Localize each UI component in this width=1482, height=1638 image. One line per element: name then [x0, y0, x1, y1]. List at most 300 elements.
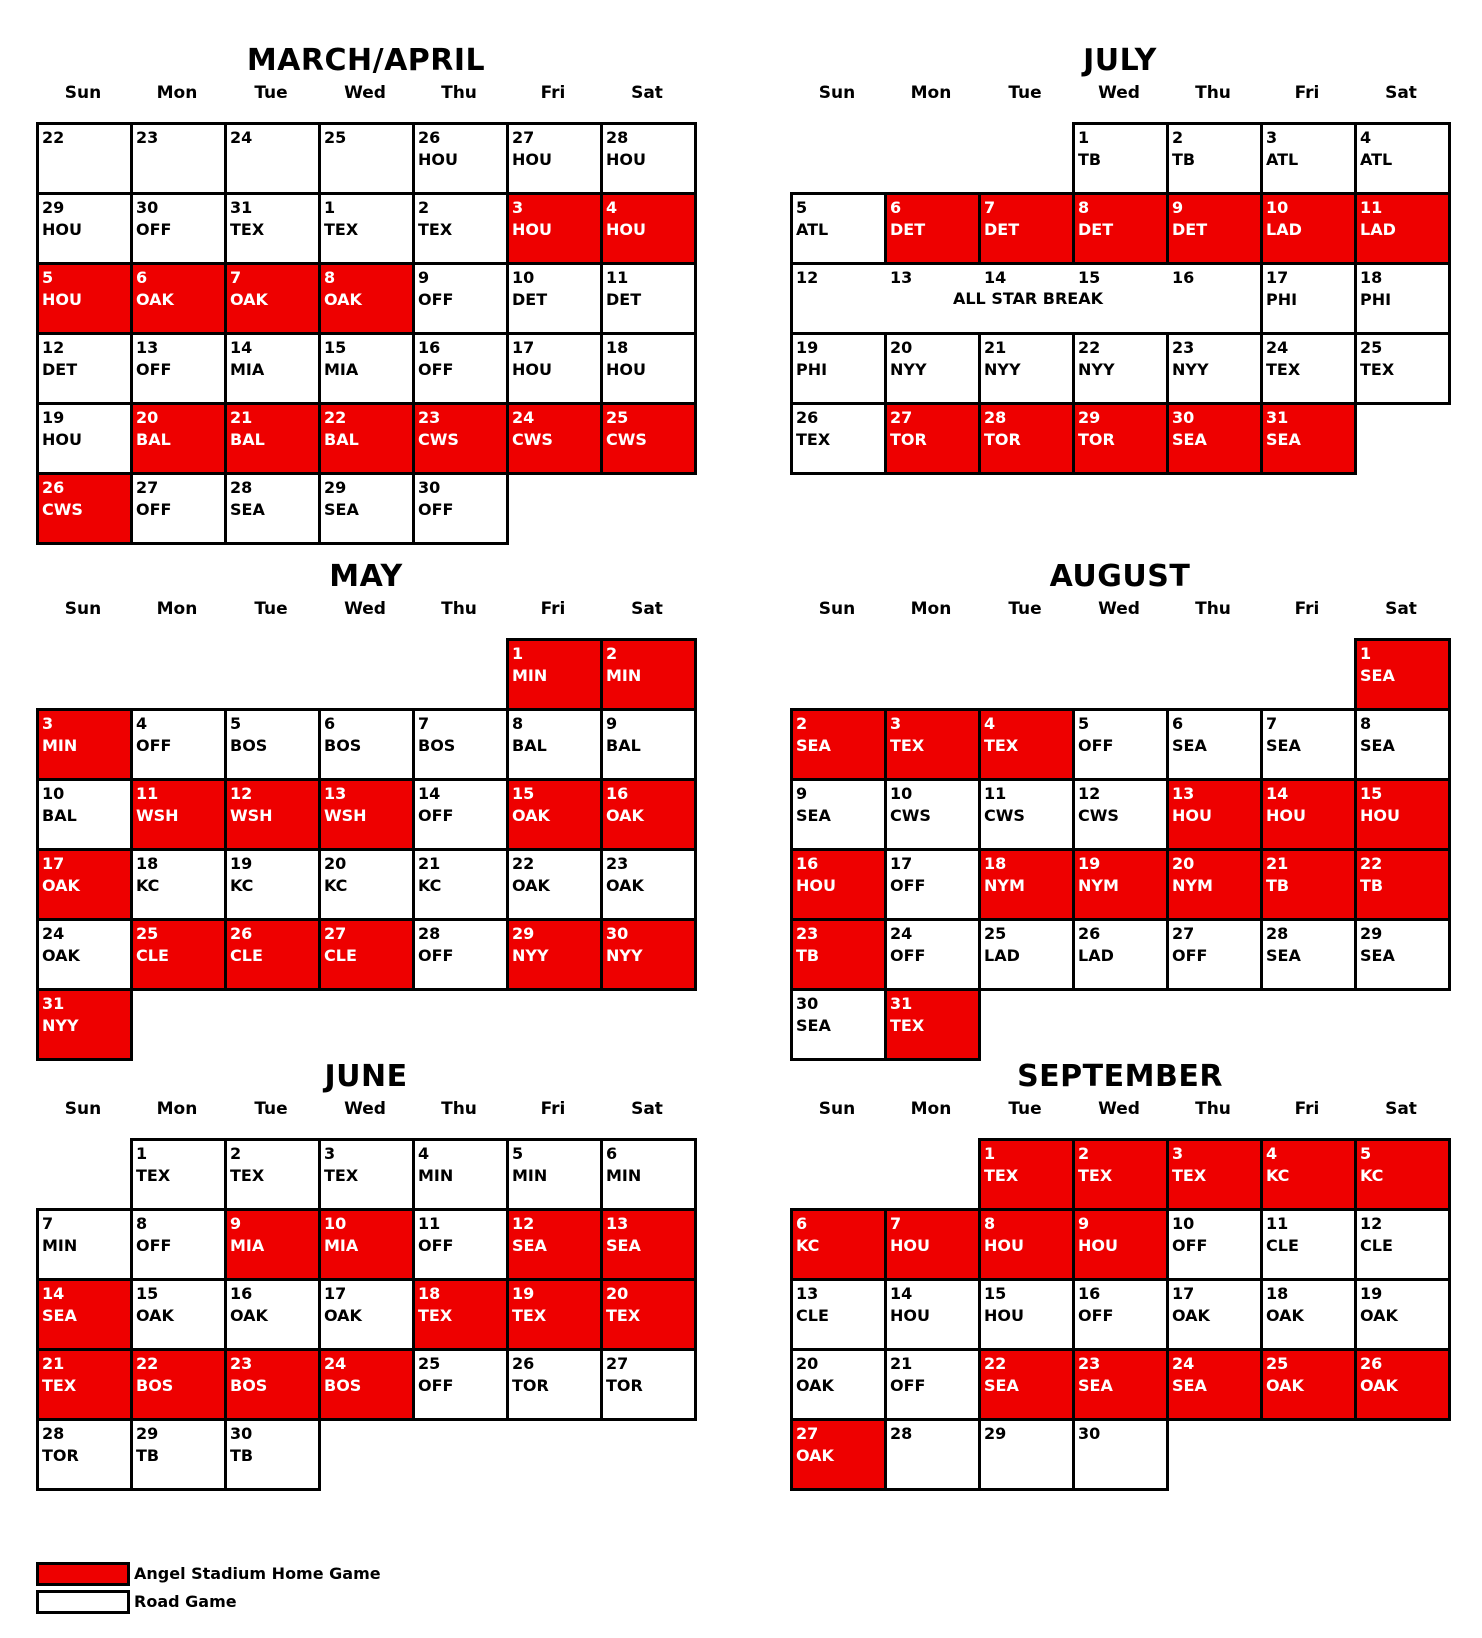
road-game-cell: [36, 1418, 133, 1491]
opponent: OAK: [1266, 1306, 1304, 1325]
opponent: HOU: [890, 1236, 930, 1255]
month-title: MARCH/APRIL: [246, 43, 486, 78]
opponent: SEA: [1172, 1376, 1207, 1395]
opponent: TEX: [1360, 360, 1395, 379]
home-game-cell: [600, 402, 697, 475]
opponent: NYM: [1078, 876, 1119, 895]
weekday-header: [36, 82, 696, 104]
home-game-cell: [978, 1138, 1075, 1211]
opponent: TB: [1360, 876, 1384, 895]
day-number: 4: [984, 714, 996, 733]
day-number: 30: [1078, 1424, 1101, 1443]
day-number: 13: [1172, 784, 1195, 803]
opponent: MIN: [512, 1166, 548, 1185]
day-number: 5: [512, 1144, 524, 1163]
day-number: 27: [890, 408, 913, 427]
day-number: 18: [136, 854, 159, 873]
home-game-cell: [130, 778, 227, 851]
day-number: 28: [1266, 924, 1289, 943]
home-game-cell: [224, 778, 321, 851]
weekday-label: Sat: [631, 1099, 663, 1119]
home-game-cell: [978, 708, 1075, 781]
road-game-cell: [130, 192, 227, 265]
opponent: CWS: [42, 500, 83, 519]
opponent: OAK: [42, 946, 80, 965]
road-game-cell: [412, 192, 509, 265]
day-number: 23: [1172, 338, 1195, 357]
road-game-cell: [1354, 1208, 1451, 1281]
home-game-cell: [600, 192, 697, 265]
road-game-cell: [36, 332, 133, 405]
opponent: OAK: [324, 290, 362, 309]
opponent: TOR: [512, 1376, 549, 1395]
opponent: DET: [42, 360, 78, 379]
opponent: OAK: [606, 876, 644, 895]
road-game-cell: [224, 192, 321, 265]
day-number: 13: [890, 268, 913, 287]
day-number: 30: [796, 994, 819, 1013]
day-number: 5: [42, 268, 54, 287]
day-number: 22: [512, 854, 535, 873]
day-number: 6: [324, 714, 336, 733]
day-number: 27: [512, 128, 535, 147]
road-game-cell: [1354, 262, 1451, 335]
day-number: 12: [512, 1214, 535, 1233]
opponent: BOS: [230, 736, 268, 755]
day-number: 8: [324, 268, 336, 287]
weekday-label: Fri: [1294, 83, 1320, 103]
weekday-label: Sun: [64, 83, 102, 103]
opponent: OAK: [512, 806, 550, 825]
day-number: 24: [42, 924, 65, 943]
road-game-cell: [36, 122, 133, 195]
home-game-cell: [1260, 402, 1357, 475]
opponent: TEX: [324, 1166, 359, 1185]
opponent: PHI: [1360, 290, 1392, 309]
day-number: 25: [1360, 338, 1383, 357]
day-number: 27: [1172, 924, 1195, 943]
opponent: OAK: [796, 1376, 834, 1395]
day-number: 2: [418, 198, 430, 217]
road-game-cell: [36, 918, 133, 991]
day-number: 31: [42, 994, 65, 1013]
opponent: TEX: [42, 1376, 77, 1395]
road-game-cell: [1354, 332, 1451, 405]
opponent: SEA: [1266, 430, 1301, 449]
day-number: 15: [512, 784, 535, 803]
home-game-cell: [978, 1208, 1075, 1281]
day-number: 14: [890, 1284, 913, 1303]
opponent: TOR: [984, 430, 1021, 449]
weekday-label: Wed: [344, 599, 386, 619]
day-number: 8: [512, 714, 524, 733]
day-number: 4: [1360, 128, 1372, 147]
day-number: 25: [136, 924, 159, 943]
road-game-cell: [506, 1138, 603, 1211]
day-number: 17: [1266, 268, 1289, 287]
opponent: OAK: [1360, 1306, 1398, 1325]
weekday-label: Mon: [910, 1099, 952, 1119]
home-game-cell: [1260, 848, 1357, 921]
opponent: TEX: [418, 220, 453, 239]
day-number: 28: [890, 1424, 913, 1443]
opponent: LAD: [1078, 946, 1114, 965]
opponent: SEA: [1360, 736, 1395, 755]
opponent: TEX: [984, 736, 1019, 755]
day-number: 1: [512, 644, 524, 663]
day-number: 31: [890, 994, 913, 1013]
opponent: TEX: [418, 1306, 453, 1325]
day-number: 4: [136, 714, 148, 733]
day-number: 12: [1078, 784, 1101, 803]
opponent: DET: [984, 220, 1020, 239]
month-title: JUNE: [324, 1059, 408, 1094]
weekday-label: Mon: [910, 83, 952, 103]
day-number: 3: [1172, 1144, 1184, 1163]
opponent: OAK: [512, 876, 550, 895]
day-number: 22: [1360, 854, 1383, 873]
road-game-cell: [224, 708, 321, 781]
home-game-cell: [1166, 1138, 1263, 1211]
home-game-cell: [130, 262, 227, 335]
road-game-cell: [600, 332, 697, 405]
home-game-cell: [318, 1208, 415, 1281]
opponent: SEA: [1078, 1376, 1113, 1395]
weekday-label: Sat: [1385, 599, 1417, 619]
opponent: KC: [230, 876, 254, 895]
opponent: HOU: [1266, 806, 1306, 825]
day-number: 11: [136, 784, 159, 803]
opponent: BAL: [606, 736, 641, 755]
opponent: MIN: [418, 1166, 454, 1185]
home-game-cell: [1072, 192, 1169, 265]
opponent: KC: [1360, 1166, 1384, 1185]
opponent: TB: [230, 1446, 254, 1465]
home-game-cell: [790, 918, 887, 991]
road-game-cell: [1072, 1278, 1169, 1351]
road-game-cell: [600, 262, 697, 335]
weekday-label: Sun: [64, 1099, 102, 1119]
opponent: KC: [1266, 1166, 1290, 1185]
day-number: 7: [418, 714, 430, 733]
road-game-cell: [1072, 122, 1169, 195]
opponent: OFF: [418, 500, 454, 519]
weekday-label: Sun: [818, 83, 856, 103]
day-number: 10: [324, 1214, 347, 1233]
day-number: 2: [230, 1144, 242, 1163]
road-game-cell: [1260, 708, 1357, 781]
day-number: 6: [606, 1144, 618, 1163]
opponent: OFF: [136, 220, 172, 239]
home-game-cell: [600, 638, 697, 711]
home-game-cell: [1354, 1348, 1451, 1421]
opponent: OFF: [1078, 736, 1114, 755]
home-game-cell: [1072, 848, 1169, 921]
legend: [36, 1562, 456, 1624]
opponent: SEA: [42, 1306, 77, 1325]
home-game-cell: [1260, 1138, 1357, 1211]
opponent: HOU: [42, 430, 82, 449]
opponent: BOS: [230, 1376, 268, 1395]
opponent: SEA: [1360, 666, 1395, 685]
opponent: HOU: [984, 1306, 1024, 1325]
home-game-cell: [318, 1348, 415, 1421]
day-number: 6: [890, 198, 902, 217]
road-game-cell: [412, 332, 509, 405]
day-number: 3: [512, 198, 524, 217]
opponent: LAD: [1360, 220, 1396, 239]
road-game-cell: [884, 1278, 981, 1351]
opponent: NYM: [984, 876, 1025, 895]
day-number: 30: [606, 924, 629, 943]
day-number: 19: [512, 1284, 535, 1303]
opponent: OFF: [418, 1236, 454, 1255]
weekday-label: Sun: [64, 599, 102, 619]
day-number: 10: [42, 784, 65, 803]
day-number: 9: [418, 268, 430, 287]
day-number: 28: [606, 128, 629, 147]
day-number: 10: [1266, 198, 1289, 217]
day-number: 15: [1360, 784, 1383, 803]
road-game-cell: [790, 1348, 887, 1421]
day-number: 7: [890, 1214, 902, 1233]
day-number: 16: [606, 784, 629, 803]
day-number: 20: [1172, 854, 1195, 873]
opponent: HOU: [512, 150, 552, 169]
opponent: HOU: [42, 220, 82, 239]
day-number: 24: [230, 128, 253, 147]
day-number: 8: [1360, 714, 1372, 733]
home-game-cell: [130, 918, 227, 991]
home-game-cell: [1354, 778, 1451, 851]
opponent: TEX: [324, 220, 359, 239]
road-game-cell: [978, 778, 1075, 851]
day-number: 9: [230, 1214, 242, 1233]
road-game-cell: [1072, 918, 1169, 991]
weekday-label: Fri: [540, 599, 566, 619]
day-number: 3: [42, 714, 54, 733]
weekday-label: Wed: [1098, 599, 1140, 619]
opponent: MIN: [606, 1166, 642, 1185]
road-game-cell: [884, 918, 981, 991]
day-number: 13: [796, 1284, 819, 1303]
opponent: OFF: [1172, 1236, 1208, 1255]
opponent: CWS: [890, 806, 931, 825]
road-game-cell: [600, 708, 697, 781]
day-number: 20: [136, 408, 159, 427]
day-number: 14: [42, 1284, 65, 1303]
day-number: 22: [324, 408, 347, 427]
home-game-cell: [36, 262, 133, 335]
day-number: 6: [796, 1214, 808, 1233]
day-number: 15: [136, 1284, 159, 1303]
road-game-cell: [978, 332, 1075, 405]
weekday-label: Fri: [540, 83, 566, 103]
road-game-cell: [506, 848, 603, 921]
opponent: OAK: [1172, 1306, 1210, 1325]
road-game-cell: [130, 1208, 227, 1281]
road-game-cell: [884, 1348, 981, 1421]
day-number: 21: [984, 338, 1007, 357]
road-game-cell: [318, 1278, 415, 1351]
opponent: DET: [1078, 220, 1114, 239]
weekday-header: [790, 1098, 1450, 1120]
road-game-cell: [884, 332, 981, 405]
day-number: 25: [324, 128, 347, 147]
opponent: SEA: [796, 1016, 831, 1035]
home-game-cell: [1072, 1208, 1169, 1281]
day-number: 9: [1172, 198, 1184, 217]
day-number: 11: [418, 1214, 441, 1233]
weekday-label: Mon: [156, 1099, 198, 1119]
day-number: 27: [796, 1424, 819, 1443]
opponent: OAK: [1266, 1376, 1304, 1395]
weekday-label: Tue: [1008, 599, 1042, 619]
opponent: CWS: [512, 430, 553, 449]
opponent: NYY: [1078, 360, 1115, 379]
road-game-cell: [978, 1278, 1075, 1351]
day-number: 10: [890, 784, 913, 803]
road-game-cell: [130, 708, 227, 781]
opponent: SEA: [230, 500, 265, 519]
day-number: 26: [1360, 1354, 1383, 1373]
home-game-cell: [506, 918, 603, 991]
road-game-cell: [884, 1418, 981, 1491]
weekday-label: Sat: [631, 83, 663, 103]
home-game-cell: [790, 848, 887, 921]
day-number: 2: [1172, 128, 1184, 147]
day-number: 16: [1078, 1284, 1101, 1303]
day-number: 7: [230, 268, 242, 287]
opponent: OFF: [418, 360, 454, 379]
road-game-cell: [412, 262, 509, 335]
road-game-cell: [978, 918, 1075, 991]
road-game-cell: [1166, 332, 1263, 405]
home-game-cell: [884, 1208, 981, 1281]
road-game-cell: [1072, 778, 1169, 851]
opponent: MIA: [324, 360, 359, 379]
home-game-cell: [1072, 402, 1169, 475]
road-game-cell: [224, 1138, 321, 1211]
day-number: 20: [324, 854, 347, 873]
opponent: MIA: [230, 360, 265, 379]
day-number: 9: [796, 784, 808, 803]
day-number: 18: [418, 1284, 441, 1303]
road-game-cell: [36, 192, 133, 265]
weekday-label: Fri: [1294, 599, 1320, 619]
day-number: 13: [136, 338, 159, 357]
road-game-cell: [224, 1418, 321, 1491]
day-number: 10: [512, 268, 535, 287]
road-game-cell: [36, 1208, 133, 1281]
opponent: OFF: [890, 876, 926, 895]
legend-home-label: Angel Stadium Home Game: [134, 1564, 381, 1583]
road-game-cell: [130, 122, 227, 195]
opponent: OFF: [418, 806, 454, 825]
legend-road-label: Road Game: [134, 1592, 237, 1611]
opponent: HOU: [606, 360, 646, 379]
day-number: 21: [230, 408, 253, 427]
road-game-cell: [790, 988, 887, 1061]
road-game-cell: [1072, 1418, 1169, 1491]
home-game-cell: [884, 988, 981, 1061]
opponent: TB: [1266, 876, 1290, 895]
road-game-cell: [36, 778, 133, 851]
home-game-cell: [1260, 778, 1357, 851]
road-game-cell: [790, 402, 887, 475]
opponent: TEX: [230, 220, 265, 239]
opponent: SEA: [1266, 946, 1301, 965]
weekday-label: Mon: [156, 83, 198, 103]
opponent: DET: [512, 290, 548, 309]
home-game-cell: [130, 402, 227, 475]
opponent: OFF: [136, 736, 172, 755]
opponent: BAL: [230, 430, 265, 449]
opponent: MIN: [42, 736, 78, 755]
weekday-label: Fri: [540, 1099, 566, 1119]
day-number: 18: [606, 338, 629, 357]
day-number: 8: [984, 1214, 996, 1233]
opponent: SEA: [1360, 946, 1395, 965]
weekday-label: Tue: [1008, 1099, 1042, 1119]
home-game-cell: [1260, 1348, 1357, 1421]
day-number: 12: [1360, 1214, 1383, 1233]
day-number: 13: [324, 784, 347, 803]
home-game-cell: [1072, 1138, 1169, 1211]
home-game-cell: [1354, 638, 1451, 711]
day-number: 24: [512, 408, 535, 427]
opponent: BOS: [324, 736, 362, 755]
day-number: 28: [230, 478, 253, 497]
opponent: TB: [136, 1446, 160, 1465]
opponent: HOU: [890, 1306, 930, 1325]
home-game-cell: [790, 1208, 887, 1281]
day-number: 11: [1360, 198, 1383, 217]
weekday-label: Mon: [156, 599, 198, 619]
weekday-label: Fri: [1294, 1099, 1320, 1119]
opponent: HOU: [512, 220, 552, 239]
opponent: BAL: [324, 430, 359, 449]
opponent: CLE: [1266, 1236, 1299, 1255]
home-game-cell: [224, 402, 321, 475]
opponent: NYY: [42, 1016, 79, 1035]
day-number: 31: [1266, 408, 1289, 427]
opponent: HOU: [984, 1236, 1024, 1255]
opponent: MIN: [606, 666, 642, 685]
day-number: 17: [890, 854, 913, 873]
day-number: 11: [984, 784, 1007, 803]
road-game-cell: [36, 402, 133, 475]
road-game-cell: [412, 1348, 509, 1421]
opponent: NYY: [512, 946, 549, 965]
road-game-cell: [790, 778, 887, 851]
day-number: 30: [418, 478, 441, 497]
day-number: 7: [984, 198, 996, 217]
day-number: 28: [42, 1424, 65, 1443]
weekday-label: Wed: [344, 83, 386, 103]
opponent: ATL: [1360, 150, 1393, 169]
opponent: WSH: [324, 806, 367, 825]
road-game-cell: [130, 1278, 227, 1351]
opponent: TEX: [1078, 1166, 1113, 1185]
home-game-cell: [1260, 192, 1357, 265]
home-game-cell: [1166, 778, 1263, 851]
day-number: 26: [796, 408, 819, 427]
road-game-cell: [130, 1138, 227, 1211]
road-game-cell: [978, 1418, 1075, 1491]
day-number: 14: [418, 784, 441, 803]
day-number: 5: [796, 198, 808, 217]
